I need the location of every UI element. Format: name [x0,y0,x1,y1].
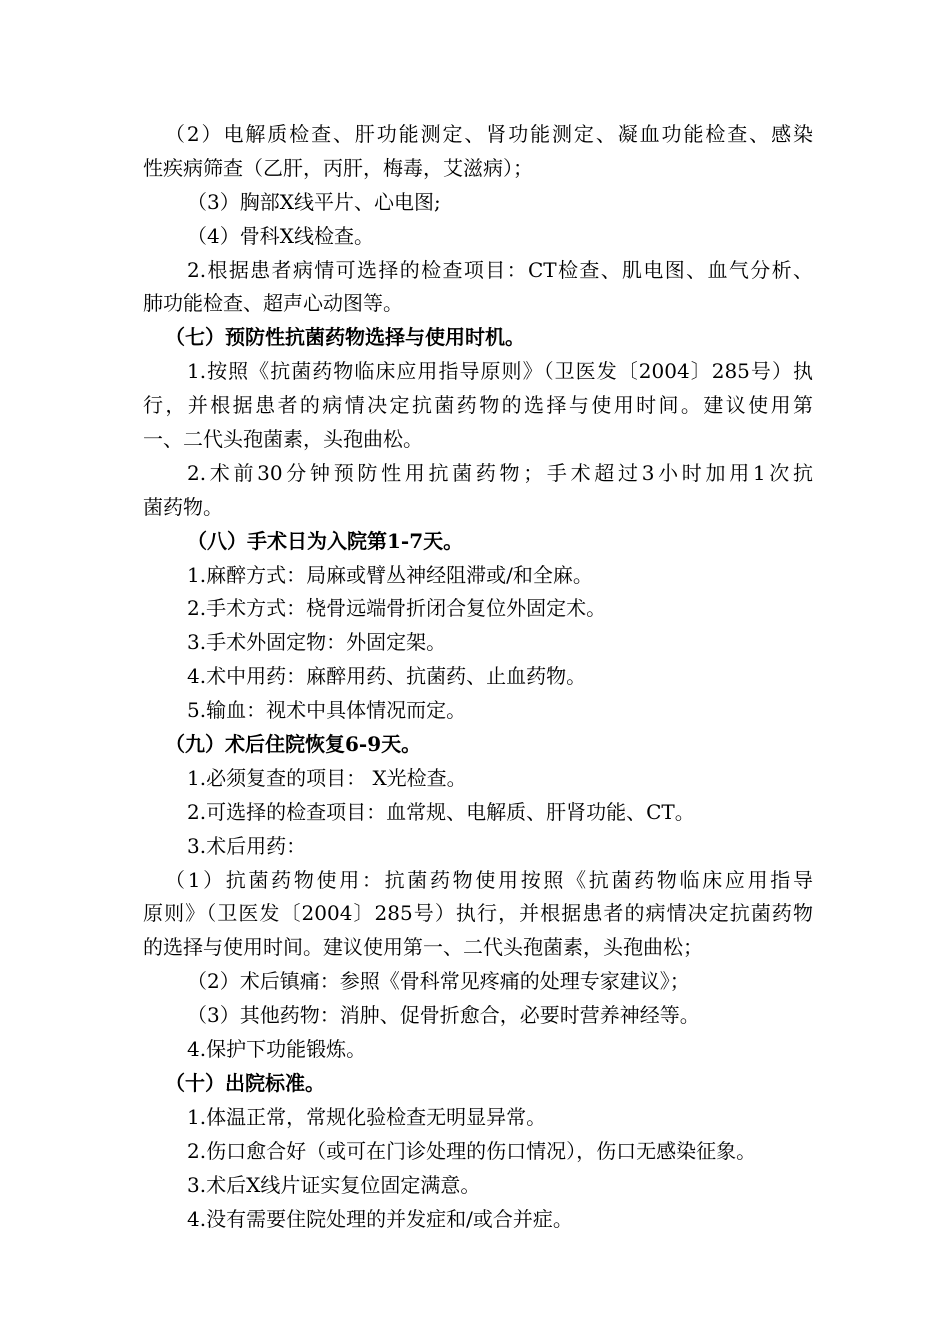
text-line: 性疾病筛查（乙肝，丙肝，梅毒，艾滋病）； [143,155,533,180]
text-line: 5.输血：视术中具体情况而定。 [187,698,467,723]
text-line: （4）骨科X线检查。 [187,223,374,248]
text-line: 3.术后X线片证实复位固定满意。 [187,1172,481,1197]
section-heading: （十）出院标准。 [165,1070,325,1095]
section-heading: （九）术后住院恢复6-9天。 [165,732,422,757]
text-line: 菌药物。 [143,494,223,519]
text-line: 肺功能检查、超声心动图等。 [143,291,403,316]
text-line: 4.保护下功能锻炼。 [187,1037,367,1062]
text-line: 4.没有需要住院处理的并发症和/或合并症。 [187,1206,573,1231]
text-line: 原则》（卫医发〔2004〕285号）执行，并根据患者的病情决定抗菌药物 [143,901,813,926]
text-line: （2）术后镇痛：参照《骨科常见疼痛的处理专家建议》； [187,969,690,994]
text-line: 4.术中用药：麻醉用药、抗菌药、止血药物。 [187,664,587,689]
text-line: 3.术后用药： [187,833,307,858]
text-line: （1）抗菌药物使用：抗菌药物使用按照《抗菌药物临床应用指导 [165,867,813,892]
text-line: 2.可选择的检查项目：血常规、电解质、肝肾功能、CT。 [187,799,695,824]
text-line: 2.术前30分钟预防性用抗菌药物；手术超过3小时加用1次抗 [187,460,813,485]
section-heading: （七）预防性抗菌药物选择与使用时机。 [165,325,525,350]
text-line: （3）其他药物：消肿、促骨折愈合，必要时营养神经等。 [187,1003,700,1028]
text-line: （2）电解质检查、肝功能测定、肾功能测定、凝血功能检查、感染 [165,122,813,146]
text-line: 行，并根据患者的病情决定抗菌药物的选择与使用时间。建议使用第 [143,393,813,418]
text-line: （3）胸部X线平片、心电图; [187,189,441,214]
text-line: 一、二代头孢菌素，头孢曲松。 [143,427,423,452]
text-line: 2.伤口愈合好（或可在门诊处理的伤口情况），伤口无感染征象。 [187,1138,757,1163]
text-line: 2.手术方式：桡骨远端骨折闭合复位外固定术。 [187,596,607,621]
text-line: 1.体温正常，常规化验检查无明显异常。 [187,1104,547,1129]
document-body [143,118,813,1236]
section-heading: （八）手术日为入院第1-7天。 [187,528,464,553]
text-line: 3.手术外固定物：外固定架。 [187,630,447,655]
text-line: 1.按照《抗菌药物临床应用指导原则》（卫医发〔2004〕285号）执 [187,359,813,384]
text-line: 2.根据患者病情可选择的检查项目：CT检查、肌电图、血气分析、 [187,257,813,282]
text-line: 1.必须复查的项目： X光检查。 [187,765,467,790]
text-line: 1.麻醉方式：局麻或臂丛神经阻滞或/和全麻。 [187,562,593,587]
text-line: 的选择与使用时间。建议使用第一、二代头孢菌素，头孢曲松； [143,935,703,960]
